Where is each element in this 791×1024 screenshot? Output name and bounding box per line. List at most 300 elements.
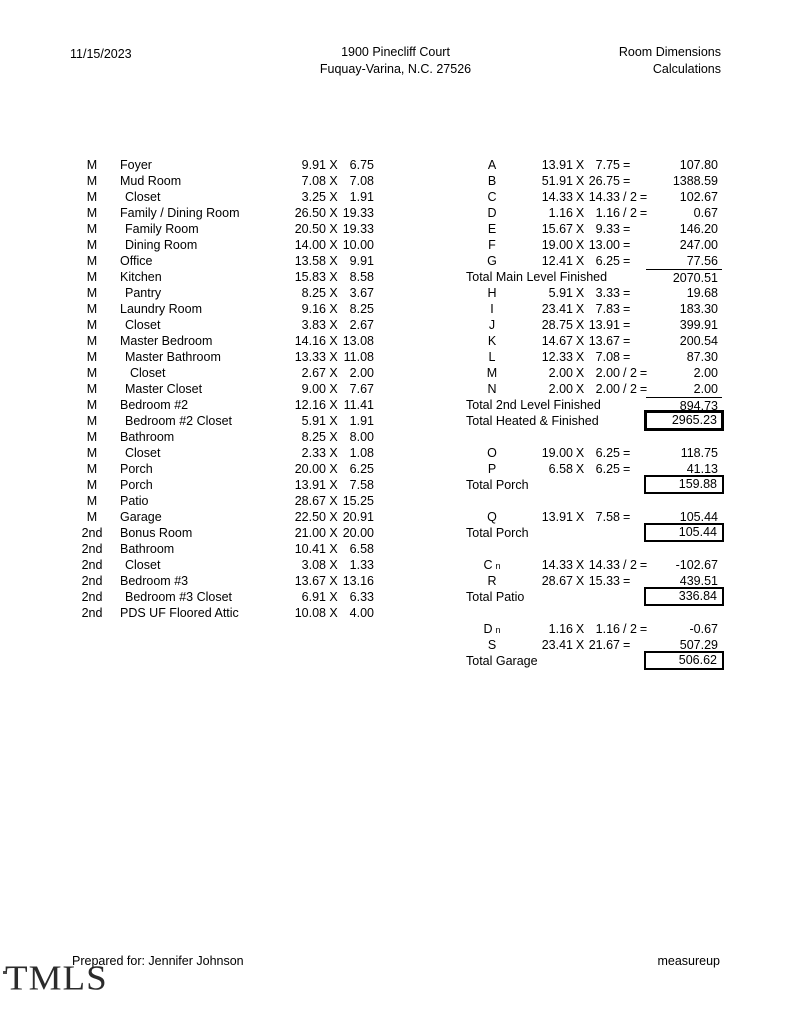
room-level: M — [86, 462, 98, 476]
room-width: 13.91 — [294, 478, 326, 492]
spacer-row — [450, 493, 718, 509]
room-width: 20.50 — [294, 222, 326, 236]
calc-n2: 1.16 — [595, 622, 620, 636]
room-row — [72, 573, 374, 589]
calc-row — [450, 557, 718, 573]
total-value: 105.44 — [644, 523, 724, 542]
report-date: 11/15/2023 — [70, 47, 132, 61]
total-row — [450, 477, 718, 493]
multiply-sign: X — [329, 302, 338, 316]
multiply-sign: X — [329, 542, 338, 556]
room-name: Closet — [125, 558, 161, 572]
multiply-sign: X — [329, 334, 338, 348]
calc-letter: N — [487, 382, 497, 396]
multiply-sign: X — [329, 574, 338, 588]
spacer-row — [450, 429, 718, 445]
room-level: M — [86, 270, 98, 284]
room-height: 8.00 — [349, 430, 374, 444]
calc-value: 118.75 — [680, 446, 718, 460]
multiply-sign: X — [329, 254, 338, 268]
room-name: Patio — [120, 494, 149, 508]
room-level: M — [86, 414, 98, 428]
calc-value: -102.67 — [675, 558, 718, 572]
calc-half: / 2 — [623, 622, 637, 636]
room-level: M — [86, 494, 98, 508]
room-row — [72, 541, 374, 557]
calc-n2: 7.08 — [595, 350, 620, 364]
room-name: Mud Room — [120, 174, 182, 188]
room-name: Garage — [120, 510, 162, 524]
room-name: Closet — [125, 318, 161, 332]
calc-n1: 13.91 — [541, 510, 573, 524]
room-level: M — [86, 366, 98, 380]
room-name: Porch — [120, 478, 153, 492]
room-name: Master Bedroom — [120, 334, 213, 348]
room-row — [72, 445, 374, 461]
equals-sign: = — [623, 222, 631, 236]
multiply-sign: X — [575, 334, 585, 348]
room-row — [72, 413, 374, 429]
calc-value: 146.20 — [679, 222, 718, 236]
address-line-2: Fuquay-Varina, N.C. 27526 — [319, 62, 472, 76]
room-level: 2nd — [81, 558, 103, 572]
calc-letter-cell — [464, 157, 520, 173]
calc-value: 183.30 — [679, 302, 718, 316]
equals-sign: = — [623, 334, 631, 348]
calc-letter-cell — [464, 317, 520, 333]
calc-n2: 7.75 — [595, 158, 620, 172]
room-width: 12.16 — [294, 398, 326, 412]
calc-n2: 3.33 — [595, 286, 620, 300]
room-width: 3.25 — [301, 190, 326, 204]
room-width: 28.67 — [294, 494, 326, 508]
multiply-sign: X — [575, 286, 585, 300]
room-level: M — [86, 478, 98, 492]
room-height: 1.33 — [349, 558, 374, 572]
calc-value: 102.67 — [679, 190, 718, 204]
room-width: 8.25 — [301, 430, 326, 444]
room-row — [72, 237, 374, 253]
report-title-line-2: Calculations — [652, 62, 721, 76]
measureup-brand-text: measureup — [657, 954, 720, 968]
equals-sign: = — [623, 174, 631, 188]
room-level: M — [86, 350, 98, 364]
calc-n2: 13.00 — [588, 238, 620, 252]
room-width: 20.00 — [294, 462, 326, 476]
room-level: 2nd — [81, 526, 103, 540]
calc-n1: 15.67 — [541, 222, 573, 236]
room-level: M — [86, 222, 98, 236]
calc-n1: 14.33 — [541, 558, 573, 572]
calc-letter: P — [487, 462, 497, 476]
equals-sign: = — [623, 302, 631, 316]
calc-value: 399.91 — [679, 318, 718, 332]
room-name: PDS UF Floored Attic — [120, 606, 239, 620]
spacer-row — [450, 605, 718, 621]
total-row — [450, 525, 718, 541]
room-height: 2.67 — [349, 318, 374, 332]
room-level: M — [86, 334, 98, 348]
room-height: 6.33 — [349, 590, 374, 604]
calc-n1: 23.41 — [541, 638, 573, 652]
multiply-sign: X — [575, 318, 585, 332]
room-name: Kitchen — [120, 270, 162, 284]
calc-row — [450, 621, 718, 637]
room-width: 21.00 — [294, 526, 326, 540]
calc-n2: 7.58 — [595, 510, 620, 524]
total-label: Total Patio — [466, 590, 525, 604]
multiply-sign: X — [575, 350, 585, 364]
multiply-sign: X — [575, 638, 585, 652]
calc-value: 200.54 — [679, 334, 718, 348]
calc-value: 2.00 — [693, 382, 718, 396]
total-label: Total 2nd Level Finished — [466, 398, 601, 412]
multiply-sign: X — [575, 174, 585, 188]
multiply-sign: X — [575, 238, 585, 252]
room-height: 13.08 — [342, 334, 374, 348]
room-height: 2.00 — [349, 366, 374, 380]
multiply-sign: X — [329, 446, 338, 460]
room-level: M — [86, 286, 98, 300]
calc-value: 247.00 — [679, 238, 718, 252]
calc-n2: 6.25 — [595, 462, 620, 476]
calc-value: 0.67 — [693, 206, 718, 220]
calc-half: / 2 — [623, 206, 637, 220]
total-label: Total Porch — [466, 526, 529, 540]
calc-row — [450, 445, 718, 461]
multiply-sign: X — [575, 366, 585, 380]
multiply-sign: X — [329, 494, 338, 508]
total-label: Total Main Level Finished — [466, 270, 608, 284]
calc-n1: 6.58 — [548, 462, 573, 476]
room-row — [72, 333, 374, 349]
room-name: Bedroom #2 — [120, 398, 189, 412]
room-name: Laundry Room — [120, 302, 202, 316]
room-row — [72, 461, 374, 477]
room-height: 3.67 — [349, 286, 374, 300]
multiply-sign: X — [329, 318, 338, 332]
room-height: 20.00 — [342, 526, 374, 540]
calc-letter-cell — [464, 285, 520, 301]
total-row — [450, 269, 718, 285]
calc-letter-cell — [464, 461, 520, 477]
calc-n2: 7.83 — [595, 302, 620, 316]
multiply-sign: X — [329, 238, 338, 252]
rooms-column — [72, 157, 374, 621]
multiply-sign: X — [575, 382, 585, 396]
multiply-sign: X — [329, 462, 338, 476]
calc-letter-cell — [464, 381, 520, 397]
multiply-sign: X — [575, 222, 585, 236]
calc-row — [450, 221, 718, 237]
room-width: 14.00 — [294, 238, 326, 252]
calc-letter-cell — [464, 349, 520, 365]
room-row — [72, 189, 374, 205]
calc-letter: C — [483, 558, 493, 572]
room-level: M — [86, 302, 98, 316]
room-width: 6.91 — [301, 590, 326, 604]
room-level: M — [86, 430, 98, 444]
multiply-sign: X — [329, 174, 338, 188]
total-value: 159.88 — [644, 475, 724, 494]
room-row — [72, 429, 374, 445]
room-row — [72, 285, 374, 301]
room-width: 15.83 — [294, 270, 326, 284]
room-height: 1.91 — [349, 414, 374, 428]
equals-sign: = — [623, 510, 631, 524]
multiply-sign: X — [575, 190, 585, 204]
room-row — [72, 509, 374, 525]
room-name: Closet — [125, 190, 161, 204]
total-label: Total Heated & Finished — [466, 414, 599, 428]
multiply-sign: X — [329, 350, 338, 364]
calc-letter: J — [488, 318, 496, 332]
calc-n1: 2.00 — [548, 382, 573, 396]
calc-letter-cell — [464, 445, 520, 461]
room-width: 8.25 — [301, 286, 326, 300]
equals-sign: = — [623, 158, 631, 172]
total-row — [450, 413, 718, 429]
room-row — [72, 173, 374, 189]
room-height: 15.25 — [342, 494, 374, 508]
equals-sign: = — [639, 206, 648, 220]
multiply-sign: X — [575, 558, 585, 572]
room-row — [72, 493, 374, 509]
equals-sign: = — [639, 382, 648, 396]
equals-sign: = — [639, 558, 648, 572]
room-name: Bonus Room — [120, 526, 193, 540]
calc-letter-cell — [464, 637, 520, 653]
room-row — [72, 525, 374, 541]
room-level: 2nd — [81, 606, 103, 620]
room-width: 13.33 — [294, 350, 326, 364]
calc-letter-cell — [464, 557, 520, 574]
multiply-sign: X — [329, 382, 338, 396]
room-width: 13.58 — [294, 254, 326, 268]
multiply-sign: X — [329, 478, 338, 492]
calc-column — [450, 157, 718, 669]
calc-n1: 12.33 — [541, 350, 573, 364]
equals-sign: = — [623, 638, 631, 652]
multiply-sign: X — [575, 622, 585, 636]
calc-letter-cell — [464, 509, 520, 525]
room-height: 8.58 — [349, 270, 374, 284]
multiply-sign: X — [329, 526, 338, 540]
total-row — [450, 589, 718, 605]
room-level: M — [86, 158, 98, 172]
calc-row — [450, 285, 718, 301]
calc-letter: H — [487, 286, 497, 300]
calc-row — [450, 237, 718, 253]
multiply-sign: X — [329, 398, 338, 412]
calc-letter-cell — [464, 205, 520, 221]
room-name: Bathroom — [120, 430, 175, 444]
calc-value: 2.00 — [693, 366, 718, 380]
multiply-sign: X — [329, 414, 338, 428]
room-name: Bedroom #3 Closet — [125, 590, 233, 604]
equals-sign: = — [639, 622, 648, 636]
room-width: 13.67 — [294, 574, 326, 588]
equals-sign: = — [623, 446, 631, 460]
multiply-sign: X — [329, 158, 338, 172]
room-level: M — [86, 254, 98, 268]
calc-half: / 2 — [623, 190, 637, 204]
room-row — [72, 301, 374, 317]
calc-n2: 14.33 — [588, 558, 620, 572]
calc-n2: 2.00 — [595, 382, 620, 396]
room-height: 6.25 — [349, 462, 374, 476]
total-value: 506.62 — [644, 651, 724, 670]
calc-letter-cell — [464, 253, 520, 269]
calc-value: 41.13 — [686, 462, 718, 476]
calc-letter: K — [487, 334, 497, 348]
room-width: 9.00 — [301, 382, 326, 396]
multiply-sign: X — [575, 446, 585, 460]
report-title-line-1: Room Dimensions — [618, 45, 721, 59]
room-name: Closet — [125, 446, 161, 460]
room-height: 19.33 — [342, 206, 374, 220]
calc-letter-cell — [464, 573, 520, 589]
calc-n2: 2.00 — [595, 366, 620, 380]
room-height: 19.33 — [342, 222, 374, 236]
calc-letter: M — [486, 366, 498, 380]
calc-n2: 13.67 — [588, 334, 620, 348]
calc-n1: 23.41 — [541, 302, 573, 316]
room-row — [72, 157, 374, 173]
calc-n1: 2.00 — [548, 366, 573, 380]
room-width: 5.91 — [301, 414, 326, 428]
room-width: 22.50 — [294, 510, 326, 524]
room-width: 3.08 — [301, 558, 326, 572]
room-row — [72, 253, 374, 269]
multiply-sign: X — [329, 286, 338, 300]
equals-sign: = — [623, 574, 631, 588]
calc-letter: I — [490, 302, 494, 316]
room-row — [72, 349, 374, 365]
equals-sign: = — [639, 366, 648, 380]
multiply-sign: X — [329, 606, 338, 620]
multiply-sign: X — [575, 302, 585, 316]
total-value: 894.73 — [646, 397, 722, 413]
calc-letter: R — [487, 574, 497, 588]
room-name: Bedroom #3 — [120, 574, 189, 588]
room-height: 10.00 — [342, 238, 374, 252]
multiply-sign: X — [575, 158, 585, 172]
calc-n1: 28.67 — [541, 574, 573, 588]
multiply-sign: X — [329, 558, 338, 572]
room-row — [72, 477, 374, 493]
room-row — [72, 269, 374, 285]
room-name: Master Bathroom — [125, 350, 221, 364]
calc-letter: O — [487, 446, 497, 460]
calc-n2: 13.91 — [588, 318, 620, 332]
room-level: M — [86, 206, 98, 220]
room-row — [72, 589, 374, 605]
calc-n2: 21.67 — [588, 638, 620, 652]
room-row — [72, 317, 374, 333]
room-row — [72, 381, 374, 397]
room-level: M — [86, 190, 98, 204]
calc-row — [450, 381, 718, 397]
room-name: Dining Room — [125, 238, 198, 252]
report-title — [619, 44, 721, 78]
calc-value: 77.56 — [686, 254, 718, 268]
multiply-sign: X — [329, 222, 338, 236]
total-label: Total Porch — [466, 478, 529, 492]
room-width: 26.50 — [294, 206, 326, 220]
calc-letter: E — [487, 222, 497, 236]
room-height: 8.25 — [349, 302, 374, 316]
calc-letter-cell — [464, 333, 520, 349]
multiply-sign: X — [575, 574, 585, 588]
calc-letter: A — [487, 158, 497, 172]
calc-n1: 19.00 — [541, 238, 573, 252]
calc-n1: 1.16 — [548, 206, 573, 220]
calc-letter-cell — [464, 621, 520, 638]
total-label: Total Garage — [466, 654, 538, 668]
room-name: Closet — [130, 366, 166, 380]
equals-sign: = — [623, 254, 631, 268]
multiply-sign: X — [575, 510, 585, 524]
multiply-sign: X — [329, 190, 338, 204]
calc-row — [450, 365, 718, 381]
calc-value: -0.67 — [689, 622, 718, 636]
room-level: 2nd — [81, 542, 103, 556]
equals-sign: = — [639, 190, 648, 204]
calc-value: 107.80 — [679, 158, 718, 172]
calc-value: 105.44 — [679, 510, 718, 524]
calc-letter-sub: n — [495, 561, 501, 571]
calc-row — [450, 333, 718, 349]
calc-n2: 14.33 — [588, 190, 620, 204]
calc-n1: 51.91 — [541, 174, 573, 188]
equals-sign: = — [623, 286, 631, 300]
room-level: M — [86, 174, 98, 188]
room-height: 1.08 — [349, 446, 374, 460]
calc-letter-sub: n — [495, 625, 501, 635]
calc-half: / 2 — [623, 382, 637, 396]
room-width: 10.41 — [294, 542, 326, 556]
calc-n2: 9.33 — [595, 222, 620, 236]
room-width: 7.08 — [301, 174, 326, 188]
calc-value: 1388.59 — [672, 174, 718, 188]
room-height: 6.58 — [349, 542, 374, 556]
room-level: 2nd — [81, 590, 103, 604]
calc-n1: 28.75 — [541, 318, 573, 332]
calc-row — [450, 301, 718, 317]
room-height: 9.91 — [349, 254, 374, 268]
calc-n2: 1.16 — [595, 206, 620, 220]
multiply-sign: X — [329, 590, 338, 604]
equals-sign: = — [623, 318, 631, 332]
room-level: M — [86, 238, 98, 252]
room-name: Office — [120, 254, 153, 268]
address-line-1: 1900 Pinecliff Court — [341, 45, 450, 59]
room-width: 9.16 — [301, 302, 326, 316]
calc-value: 439.51 — [679, 574, 718, 588]
room-name: Foyer — [120, 158, 152, 172]
calc-n2: 6.25 — [595, 446, 620, 460]
equals-sign: = — [623, 350, 631, 364]
room-width: 9.91 — [301, 158, 326, 172]
room-level: 2nd — [81, 574, 103, 588]
room-height: 7.08 — [349, 174, 374, 188]
calc-n1: 19.00 — [541, 446, 573, 460]
room-row — [72, 605, 374, 621]
room-height: 1.91 — [349, 190, 374, 204]
calc-row — [450, 173, 718, 189]
calc-letter-cell — [464, 173, 520, 189]
